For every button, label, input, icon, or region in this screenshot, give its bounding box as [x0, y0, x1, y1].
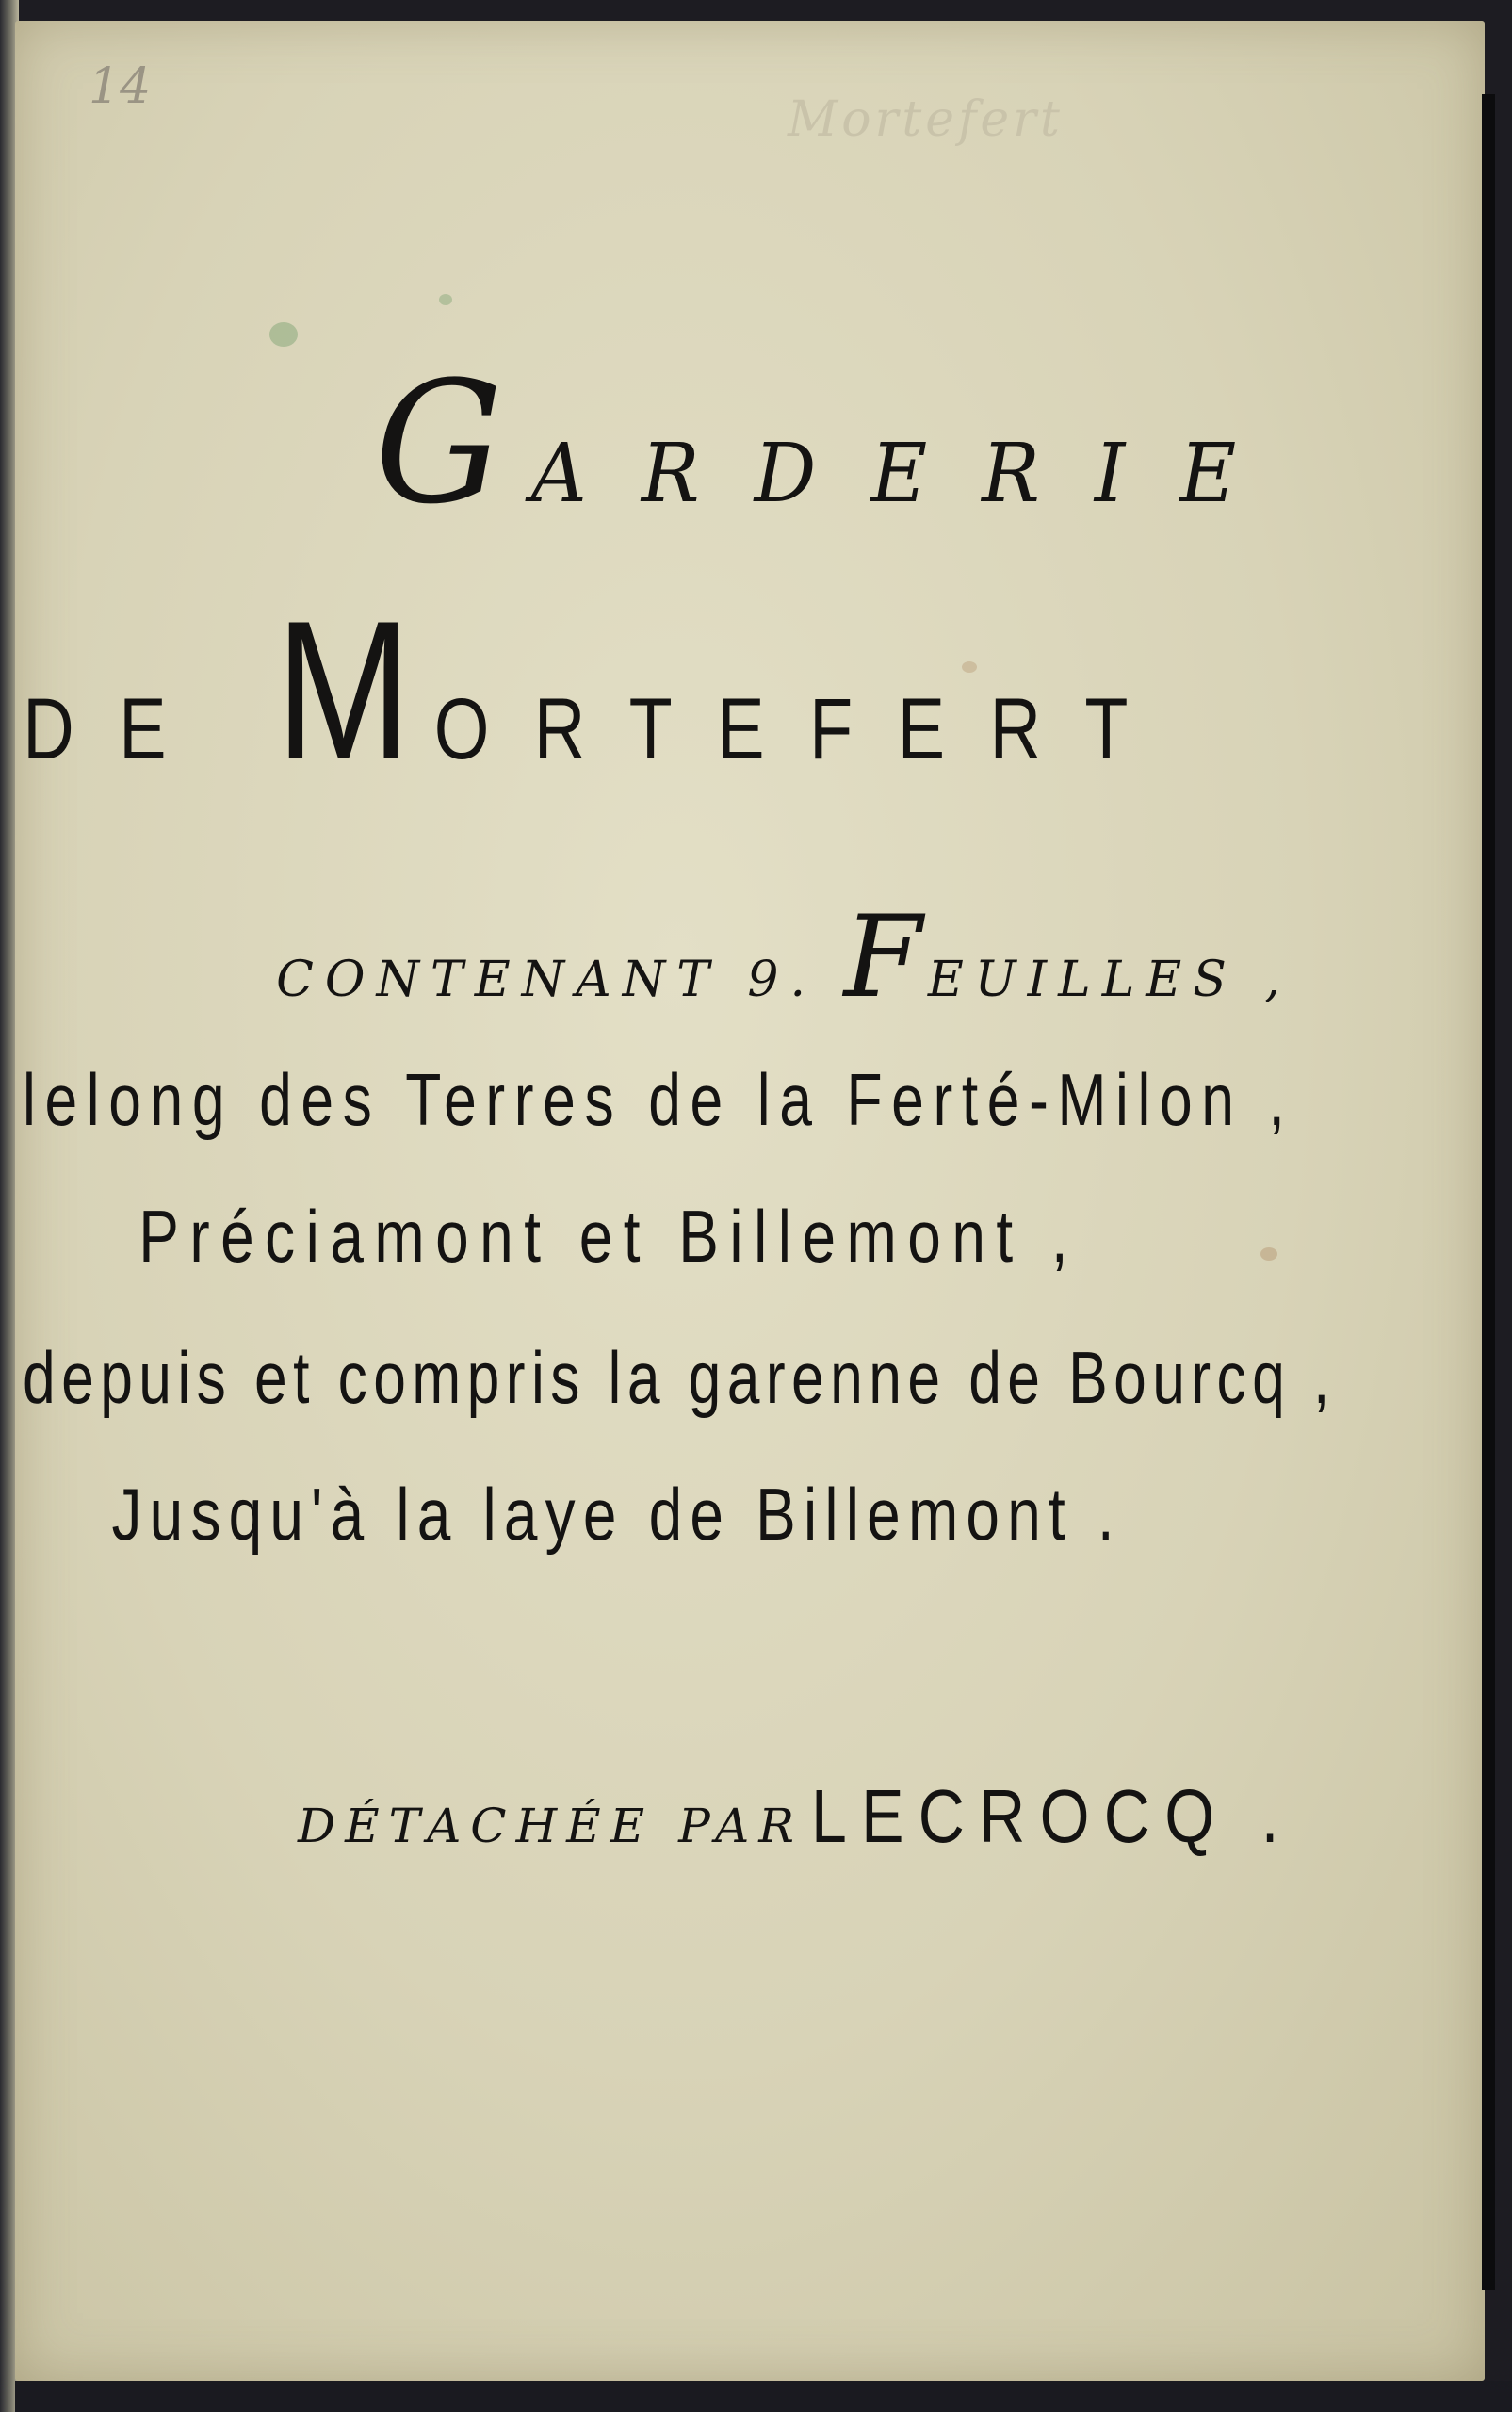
- title-word-garderie: ARDERIE: [530, 427, 1292, 521]
- title-prefix-de: DE: [23, 681, 212, 777]
- title-initial-g: G: [374, 346, 531, 542]
- title-initial-m: M: [275, 579, 434, 801]
- manuscript-page: [15, 21, 1485, 2381]
- title-line-2: [15, 577, 1490, 805]
- folio-number: 14: [89, 58, 152, 115]
- ink-stain: [439, 294, 452, 305]
- page-edge-right: [1482, 94, 1495, 2290]
- description-line-1: lelong des Terres de la Ferté-Milon ,: [23, 1058, 1294, 1141]
- contents-prefix: CONTENANT 9.: [276, 952, 844, 1008]
- description-line-2: Préciamont et Billemont ,: [138, 1195, 1080, 1278]
- contents-line: [15, 892, 1512, 1023]
- title-word-mortefert: ORTEFERT: [433, 681, 1173, 777]
- contents-initial-f: F: [843, 892, 928, 1023]
- faint-pencil-note: Mortefert: [788, 91, 1064, 148]
- signature-name: LECROCQ .: [810, 1774, 1293, 1858]
- signature-line: [15, 1773, 1512, 1860]
- description-line-4: Jusqu'à la laye de Billemont .: [111, 1473, 1122, 1556]
- title-line-1: [15, 346, 1512, 542]
- page-edge-bottom: [15, 2381, 1512, 2412]
- description-line-3: depuis et compris la garenne de Bourcq ,: [23, 1336, 1336, 1419]
- ink-stain: [269, 322, 298, 347]
- signature-detachee-par: DÉTACHÉE PAR: [298, 1799, 804, 1853]
- contents-word-feuilles: EUILLES ,: [927, 952, 1292, 1008]
